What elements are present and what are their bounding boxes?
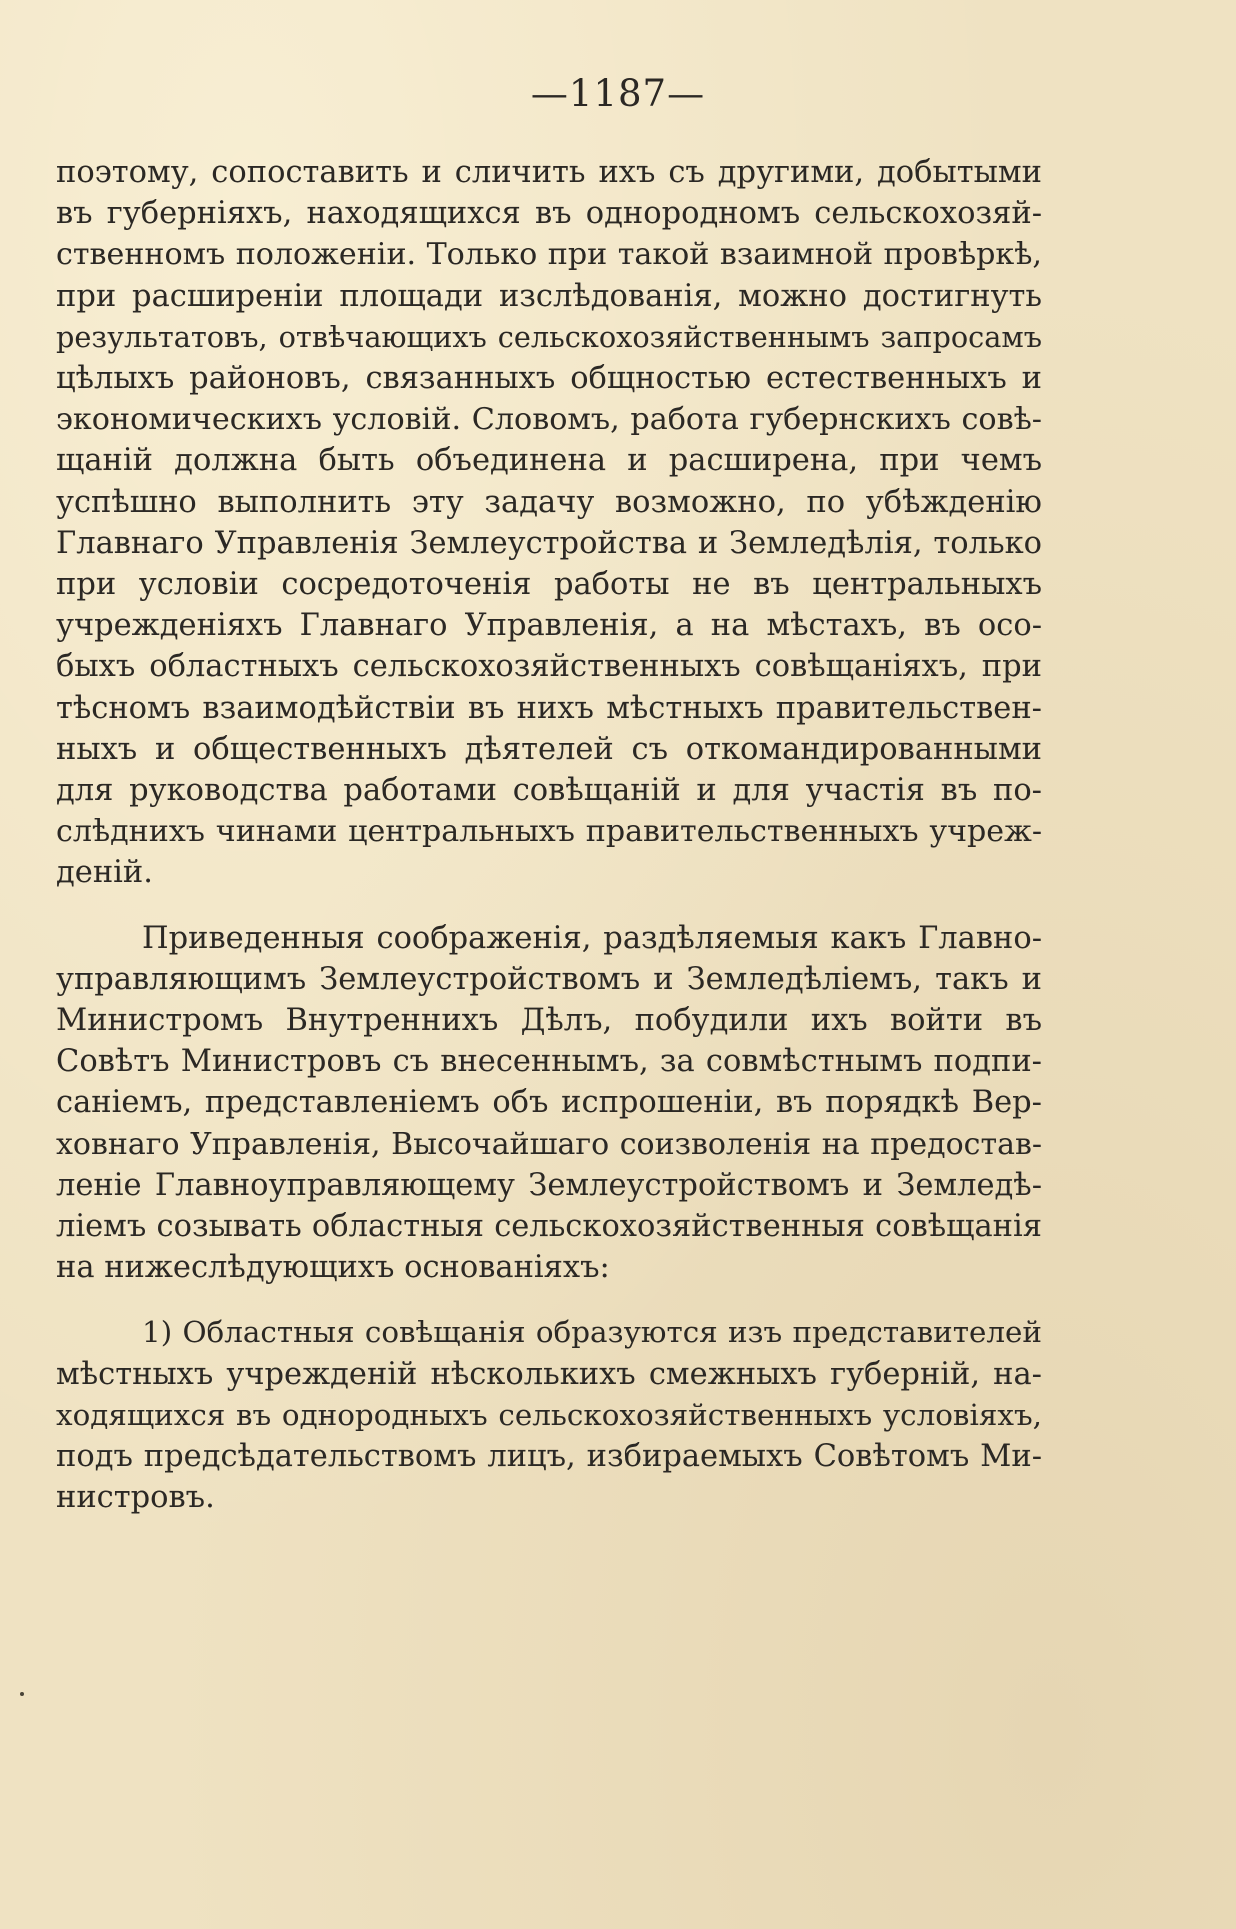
text-line: ственномъ положеніи. Только при такой взаимной провѣркѣ,	[56, 237, 1042, 273]
page-number: —1187—	[530, 72, 706, 115]
text-line: щаній должна быть объединена и расширена, при чемъ	[56, 443, 1042, 479]
text-line: слѣднихъ чинами центральныхъ правительственныхъ учреж-	[56, 814, 1042, 850]
text-line: на нижеслѣдующихъ основаніяхъ:	[56, 1250, 610, 1286]
text-line: поэтому, сопоставить и сличить ихъ съ другими, добытыми	[56, 155, 1042, 190]
text-line: учрежденіяхъ Главнаго Управленія, а на мѣстахъ, въ осо-	[56, 608, 1042, 644]
paragraph-3	[56, 1312, 1042, 1518]
text-line: при расширеніи площади изслѣдованія, можно достигнуть	[56, 278, 1042, 314]
text-line: въ губерніяхъ, находящихся въ однородномъ сельскохозяй-	[56, 196, 1042, 232]
text-line: ліемъ созывать областныя сельскохозяйственныя совѣщанія	[56, 1209, 1042, 1245]
ink-speck	[20, 1692, 24, 1696]
text-line: цѣлыхъ районовъ, связанныхъ общностью естественныхъ и	[56, 361, 1042, 397]
text-line: экономическихъ условій. Словомъ, работа губернскихъ совѣ-	[56, 402, 1042, 438]
paragraph-2	[56, 918, 1042, 1289]
text-line: мѣстныхъ учрежденій нѣсколькихъ смежныхъ губерній, на-	[56, 1356, 1042, 1392]
text-line: результатовъ, отвѣчающихъ сельскохозяйственнымъ запросамъ	[56, 319, 1042, 354]
text-line: ховнаго Управленія, Высочайшаго соизволенія на предостав-	[56, 1126, 1042, 1162]
text-line: подъ предсѣдательствомъ лицъ, избираемыхъ Совѣтомъ Ми-	[56, 1439, 1042, 1475]
text-line: саніемъ, представленіемъ объ испрошеніи, въ порядкѣ Вер-	[56, 1085, 1042, 1121]
text-line: успѣшно выполнить эту задачу возможно, по убѣжденію	[56, 484, 1042, 520]
text-line: для руководства работами совѣщаній и для участія въ по-	[56, 773, 1042, 809]
text-line: леніе Главноуправляющему Землеустройствомъ и Земледѣ-	[56, 1167, 1042, 1203]
text-line: Главнаго Управленія Землеустройства и Земледѣлія, только	[56, 525, 1042, 561]
text-line: деній.	[56, 855, 153, 891]
text-line: Приведенныя соображенія, раздѣляемыя какъ Главно-	[142, 920, 1042, 956]
body-text	[56, 152, 1042, 1519]
text-line: Совѣтъ Министровъ съ внесеннымъ, за совмѣстнымъ подпи-	[56, 1044, 1042, 1080]
text-line: тѣсномъ взаимодѣйствіи въ нихъ мѣстныхъ правительствен-	[56, 690, 1042, 726]
text-line: при условіи сосредоточенія работы не въ центральныхъ	[56, 567, 1042, 603]
text-line: быхъ областныхъ сельскохозяйственныхъ совѣщаніяхъ, при	[56, 649, 1042, 685]
text-line: нистровъ.	[56, 1480, 215, 1516]
text-line: ныхъ и общественныхъ дѣятелей съ откомандированными	[56, 731, 1042, 767]
text-line: 1) Областныя совѣщанія образуются изъ представителей	[142, 1315, 1042, 1350]
text-line: Министромъ Внутреннихъ Дѣлъ, побудили ихъ войти въ	[56, 1003, 1042, 1039]
paragraph-1	[56, 152, 1042, 894]
text-line: ходящихся въ однородныхъ сельскохозяйственныхъ условіяхъ,	[56, 1397, 1042, 1432]
text-line: управляющимъ Землеустройствомъ и Земледѣліемъ, такъ и	[56, 961, 1042, 997]
